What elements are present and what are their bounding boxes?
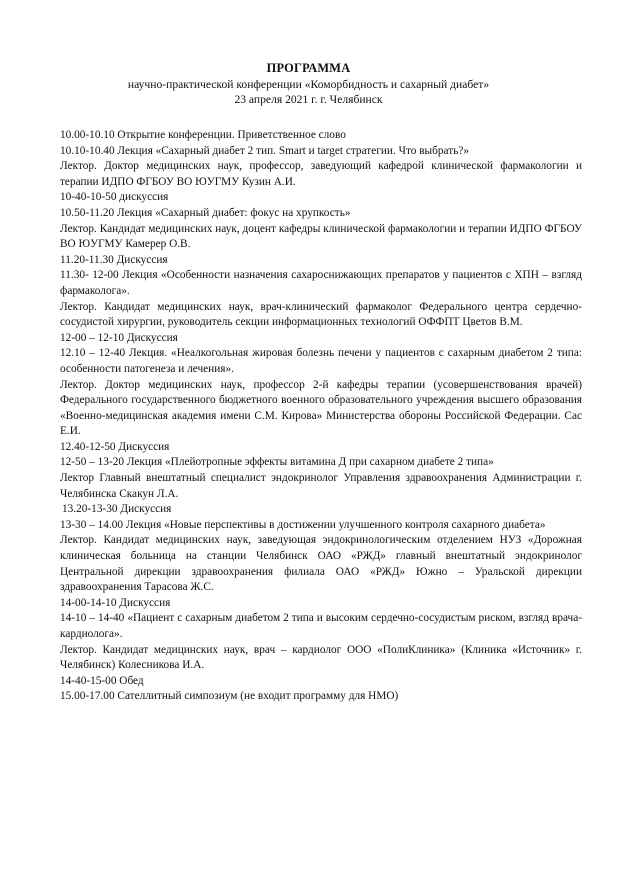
date-place: 23 апреля 2021 г. г. Челябинск [234, 93, 383, 106]
schedule-item-lecture-7: 14-10 – 14-40 «Пациент с сахарным диабетом 2 типа и высоким сердечно-сосудистым риском, взгляд врача-кардиолога». [60, 612, 582, 640]
lecturer-info-3: Лектор. Кандидат медицинских наук, врач-клинический фармаколог Федерального центра сердечно-сосудистой хирургии, руководитель секции информационных технологий ОФФПТ Цветов В.М. [60, 300, 582, 329]
schedule-item-discussion-3: 12-00 – 12-10 Дискуссия [60, 331, 178, 344]
schedule-item-discussion-6: 14-00-14-10 Дискуссия [60, 596, 171, 609]
schedule-item-discussion-2: 11.20-11.30 Дискуссия [60, 253, 168, 266]
lecturer-info-1: Лектор. Доктор медицинских наук, профессор, заведующий кафедрой клинической фармакологии и терапии ИДПО ФГБОУ ВО ЮУГМУ Кузин А.И. [60, 160, 582, 188]
program-title: ПРОГРАММА [266, 61, 351, 75]
schedule-item-lecture-6: 13-30 – 14.00 Лекция «Новые перспективы в достижении улучшенного контроля сахарного диабета» [60, 518, 546, 531]
lecturer-info-7: Лектор. Кандидат медицинских наук, врач – кардиолог ООО «ПолиКлиника» (Клиника «Источник» г. Челябинск) Колесникова И.А. [60, 643, 582, 672]
schedule-item-discussion-1: 10-40-10-50 дискуссия [60, 191, 169, 204]
conference-subtitle: научно-практической конференции «Коморбидность и сахарный диабет» [127, 78, 490, 91]
schedule-item-lecture-4: 12.10 – 12-40 Лекция. «Неалкогольная жировая болезнь печени у пациентов с сахарным диабетом 2 типа: особенности патогенеза и лечения». [60, 347, 582, 375]
schedule-item-opening: 10.00-10.10 Открытие конференции. Приветственное слово [60, 129, 346, 141]
schedule-item-lecture-3: 11.30- 12-00 Лекция «Особенности назначения сахароснижающих препаратов у пациентов с ХПН – взгляд фармаколога». [60, 269, 582, 297]
lecturer-info-4: Лектор. Доктор медицинских наук, профессор 2-й кафедры терапии (усовершенствования врачей) Федерального государственного бюджетного военного образовательного учреждения высшего образования «Военно-медицинская академия имени С.М. Кирова» Министерства обороны Российской Федерации. Сас Е.И. [60, 378, 582, 438]
lecturer-info-6: Лектор. Кандидат медицинских наук, заведующая эндокринологическим отделением НУЗ «Дорожная клиническая больница на станции Челябинск ОАО «РЖД» главный внештатный эндокринолог Центральной дирекции здравоохранения филиала ОАО «РЖД» Южно – Уральской дирекции здравоохранения Тарасова Ж.С. [60, 534, 582, 594]
lecturer-info-5: Лектор Главный внештатный специалист эндокринолог Управления здравоохранения Администрации г. Челябинска Скакун Л.А. [60, 472, 582, 500]
schedule-item-lecture-1: 10.10-10.40 Лекция «Сахарный диабет 2 тип. Smart и target стратегии. Что выбрать?» [60, 144, 470, 157]
program-body [60, 128, 582, 705]
schedule-item-discussion-4: 12.40-12-50 Дискуссия [60, 440, 170, 453]
schedule-item-lunch: 14-40-15-00 Обед [60, 674, 144, 687]
lecturer-info-2: Лектор. Кандидат медицинских наук, доцент кафедры клинической фармакологии и терапии ИДПО ФГБОУ ВО ЮУГМУ Камерер О.В. [60, 222, 582, 251]
schedule-item-discussion-5: 13.20-13-30 Дискуссия [62, 503, 172, 516]
schedule-item-symposium: 15.00-17.00 Сателлитный симпозиум (не входит программу для НМО) [60, 690, 399, 703]
schedule-item-lecture-5: 12-50 – 13-20 Лекция «Плейотропные эффекты витамина Д при сахарном диабете 2 типа» [60, 456, 494, 469]
schedule-item-lecture-2: 10.50-11.20 Лекция «Сахарный диабет: фокус на хрупкость» [60, 206, 351, 219]
program-header [0, 61, 617, 107]
